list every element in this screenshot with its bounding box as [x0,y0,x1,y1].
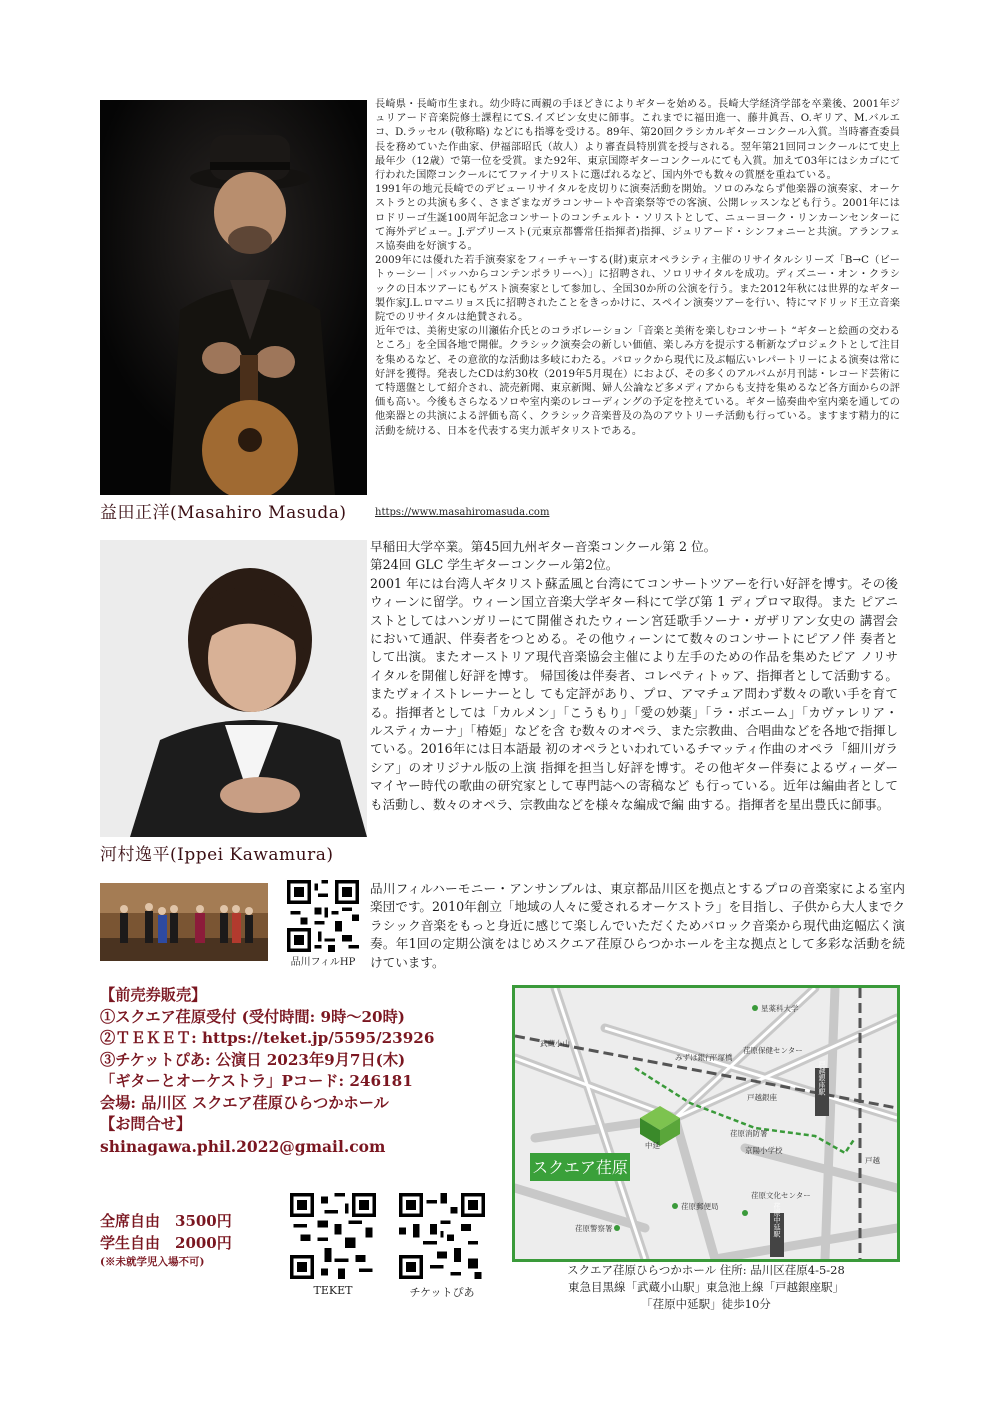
pia-qr-code[interactable] [399,1193,485,1279]
venue-map[interactable] [512,985,900,1262]
map-label-seishin: 星薬科大学 [761,1004,799,1013]
map-label-ebara-nakanobu: 荏原中延駅 [773,1202,781,1238]
ensemble-description: 品川フィルハーモニー・アンサンブルは、東京都品川区を拠点とするプロの音楽家による室内楽団です。2010年創立「地域の人々に愛されるオーケストラ」を目指し、子供から大人までクラシック音楽をもっと身近に感じて楽しんでいただくためバロック音楽から現代曲迄幅広く演奏。年1回の定期公演をはじめスクエア荏原ひらつかホールを主な拠点として多彩な活動を続けています。 [370,881,905,970]
sales-line-teket[interactable]: ②ＴＥＫＥＴ: https://teket.jp/5595/23926 [100,1029,435,1047]
price-note: (※未就学児入場不可) [100,1256,205,1268]
sales-heading: 【前売券販売】 [100,986,207,1004]
map-label-musashikoyama: 武蔵小山 [540,1039,570,1048]
map-caption [512,1262,900,1313]
map-label-keihin: 京陽小学校 [745,1146,783,1155]
masuda-photo [100,100,367,495]
ticket-sales-info [100,985,500,1157]
kawamura-photo [100,540,367,837]
teket-qr-caption: TEKET [313,1284,353,1297]
masuda-bio: 長崎県・長崎市生まれ。幼少時に両親の手ほどきによりギターを始める。長崎大学経済学部を卒業後、2001年ジュリアード音楽院修士課程にてS.イズビン女史に師事。これまでに福田進一、藤井眞吾、O.ギリア、M.バルエコ、D.ラッセル (敬称略) などにも指導を受ける。89年、第20回クラシカルギターコンクール入賞。当時審査委員長を務めていた作曲家、伊福部昭氏（故人）より審査員特別賞を授与される。翌年第21回同コンクールにて史上最年少（12歳）で第一位を受賞。また92年、東京国際ギターコンクールにても入賞。加えて03年にはシカゴにて行われた国際コンクールにてファイナリストに選ばれるなど、国内外でも数々の賞歴を重ねている。 1991年の地元長崎でのデビューリサイタルを皮切りに演奏活動を開始。ソロのみならず他楽器の演奏家、オーケストラとの共演も多く、さまざまなガラコンサートや音楽祭等での客演、公開レッスンなども行う。2001年にはロドリーゴ生誕100周年記念コンサートのコンチェルト・ソリストとして、ニューヨーク・リンカーンセンターにて海外デビュー。J.デプリースト(元東京都響常任指揮者)指揮、ジュリアード・シンフォニーと共演。アランフェス協奏曲を好演する。 2009年には優れた若手演奏家をフィーチャーする(財)東京オペラシティ主催のリサイタルシリーズ「B→C（ビートゥーシー｜バッハからコンテンポラリーへ）」に招聘され、ソロリサイタルを成功。ディズニー・オン・クラシックの日本ツアーにもゲスト演奏家として参加し、全国30か所の公演を行う。また2012年秋には世界的なギター製作家J.L.ロマニリョス氏に招聘されたことをきっかけに、スペイン演奏ツアーを行い、特にマドリッド王立音楽院でのリサイタルは絶賛される。 近年では、美術史家の川瀬佑介氏とのコラボレーション「音楽と美術を楽しむコンサート “ギターと絵画の交わるところ」を全国各地で開催。クラシック演奏会の新しい価値、楽しみ方を提示する斬新なプロジェクトとして注目を集めるなど、その意欲的な活動は多岐にわたる。バロックから現代に及ぶ幅広いレパートリーによる演奏は常に好評を獲得。発表したCDは約30枚（2019年5月現在）におよび、その多くのアルバムが月刊誌・レコード芸術にて特選盤として紹介され、読売新聞、東京新聞、婦人公論など多メディアからも支持を集めるなど各方面からの評価も高い。今後もさらなるソロや室内楽のレコーディングの予定を控えている。ギター協奏曲や室内楽を通しての他楽器との共演による評価も高く、クラシック音楽普及の為のアウトリーチ活動も行っている。ますます精力的に活動を続ける、日本を代表する実力派ギタリストである。 [375,99,900,437]
map-label-togoshiginza: 戸越銀座 [747,1093,777,1102]
map-label-ebara-center: 荏原文化センター [751,1191,811,1200]
shinagawa-phil-qr-caption: 品川フィルHP [290,957,356,968]
map-label-togoshiginza-st: 戸越銀座駅 [818,1060,826,1096]
map-label-nakanobu: 中延 [645,1141,660,1150]
map-caption-stations: 東急目黒線「武蔵小山駅」東急池上線「戸越銀座駅」 [568,1280,844,1294]
price-student: 学生自由 2000円 [100,1234,232,1252]
masuda-url-link[interactable]: https://www.masahiromasuda.com [375,507,550,518]
map-label-togoshi: 戸越 [865,1156,880,1165]
sales-line-pia: ③チケットぴあ: 公演日 2023年9月7日(木) [100,1050,406,1069]
pia-qr-caption: チケットぴあ [409,1286,475,1299]
map-label-ebara-post: 荏原郵便局 [681,1202,719,1211]
sales-line-square-ebara: ①スクエア荏原受付 (受付時間: 9時〜20時) [100,1007,405,1026]
map-label-ebara-police: 荏原警察署 [575,1224,613,1233]
contact-heading: 【お問合せ】 [100,1115,192,1133]
kawamura-bio: 早稲田大学卒業。第45回九州ギター音楽コンクール第 2 位。 第24回 GLC 学生ギターコンクール第2位。 2001 年には台湾人ギタリスト蘇孟風と台湾にてコンサートツアーを行い好評を博す。その後ウィーンに留学。ウィーン国立音楽大学ギター科にて学び第 1 ディプロマ取得。また ピアニストとしてはハンガリーにて開催されたウィーン宮廷歌手ソーナ・ガザリアン女史の 講習会において通訳、伴奏者をつとめる。その他ウィーンにて数々のコンサートにピアノ伴 奏者として出演。またオーストリア現代音楽協会主催により左手のための作品を集めたピア ノリサイタルを開催し好評を博す。 帰国後は伴奏者、コレペティトゥア、指揮者として活動する。またヴォイストレーナーとし ても定評があり、プロ、アマチュア問わず数々の歌い手を育てる。指揮者としては「カルメン」「こうもり」「愛の妙薬」「ラ・ボエーム」「カヴァレリア・ルスティカーナ」「椿姫」などを含 む数々のオペラ、また宗教曲、合唱曲などを各地で指揮している。2016年には日本語最 初のオペラといわれているチマッティ作曲のオペラ「細川ガラシア」のオリジナル版の上演 指揮を担当し好評を博す。その他ギター伴奏によるヴィーダーマイヤー時代の歌曲の研究家として専門誌への寄稿など も行っている。近年は編曲者としても活動し、数々のオペラ、宗教曲などを様々な編成で編 曲する。指揮者を星出豊氏に師事。 [370,539,898,812]
kawamura-name: 河村逸平(Ippei Kawamura) [100,845,334,865]
map-label-hiratsuka: 平塚橋 [710,1053,733,1062]
map-label-hospital: 荏原保健センター [743,1046,803,1055]
venue-line: 会場: 品川区 スクエア荏原ひらつかホール [100,1093,389,1112]
price-general: 全席自由 3500円 [100,1212,232,1230]
contact-email[interactable]: shinagawa.phil.2022@gmail.com [100,1136,386,1156]
sales-line-pcode: 「ギターとオーケストラ」Pコード: 246181 [100,1072,413,1090]
map-venue-label: スクエア荏原 [532,1158,628,1177]
map-caption-walk: 「荏原中延駅」徒歩10分 [641,1297,771,1311]
shinagawa-phil-qr-code[interactable] [287,880,359,952]
masuda-name: 益田正洋(Masahiro Masuda) [100,503,347,523]
ticket-prices [100,1210,232,1270]
map-caption-address: スクエア荏原ひらつかホール 住所: 品川区荏原4-5-28 [567,1263,845,1277]
map-label-mizuho: みずほ銀行 [675,1053,713,1062]
ensemble-photo [100,883,268,961]
map-label-fire: 荏原消防署 [730,1129,768,1138]
teket-qr-code[interactable] [290,1193,376,1279]
